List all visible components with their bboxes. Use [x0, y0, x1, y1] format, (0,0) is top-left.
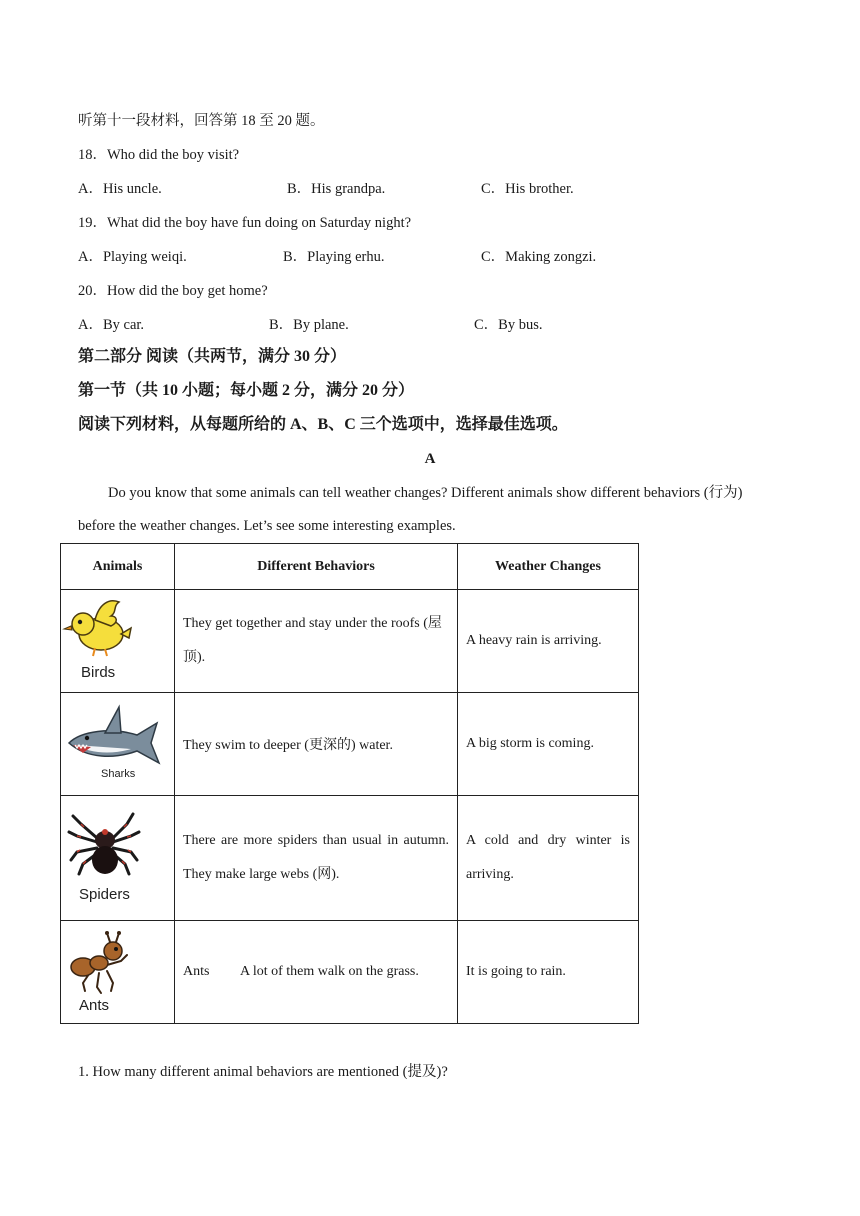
- behavior-cell-spiders: There are more spiders than usual in autumn. They make large webs (网).: [175, 796, 458, 921]
- question-20-option-b: B．By plane.: [269, 317, 349, 333]
- passage-label: A: [424, 451, 436, 467]
- weather-cell-birds: A heavy rain is arriving.: [458, 590, 639, 693]
- weather-cell-ants: It is going to rain.: [458, 921, 639, 1024]
- question-18-option-a: A．His uncle.: [78, 181, 162, 197]
- section-title: 第一节（共 10 小题；每小题 2 分，满分 20 分）: [78, 382, 415, 399]
- header-behaviors: Different Behaviors: [175, 544, 458, 590]
- reading-instruction: 阅读下列材料，从每题所给的 A、B、C 三个选项中，选择最佳选项。: [78, 416, 568, 433]
- question-19-option-b: B．Playing erhu.: [283, 249, 385, 265]
- animal-cell-sharks: [61, 693, 175, 796]
- behavior-prefix-ants: Ants: [183, 964, 210, 979]
- question-18-stem: 18．Who did the boy visit?: [78, 147, 240, 163]
- animal-cell-birds: [61, 590, 175, 693]
- animal-cell-ants: [61, 921, 175, 1024]
- header-animals: Animals: [61, 544, 175, 590]
- weather-cell-sharks: A big storm is coming.: [458, 693, 639, 796]
- animal-weather-table: [60, 543, 639, 1024]
- listening-instruction: 听第十一段材料，回答第 18 至 20 题。: [78, 113, 325, 129]
- table-header-row: [61, 544, 639, 590]
- animal-name-sharks: Sharks: [101, 768, 136, 780]
- animal-name-birds: Birds: [81, 664, 116, 681]
- behavior-cell-sharks: They swim to deeper (更深的) water.: [175, 693, 458, 796]
- passage-intro: Do you know that some animals can tell weather changes? Different animals show different behaviors (行为) before the weather changes. Let’s see some interesting examples.: [78, 485, 743, 534]
- behavior-cell-birds: They get together and stay under the roofs (屋顶).: [175, 590, 458, 693]
- question-18-option-b: B．His grandpa.: [287, 181, 386, 197]
- table-row: [61, 693, 639, 796]
- question-20-stem: 20．How did the boy get home?: [78, 283, 268, 299]
- question-20-option-a: A．By car.: [78, 317, 145, 333]
- part-title: 第二部分 阅读（共两节，满分 30 分）: [78, 348, 347, 365]
- header-weather: Weather Changes: [458, 544, 639, 590]
- ant-icon: [61, 921, 174, 1023]
- table-row: [61, 921, 639, 1024]
- question-19-stem: 19．What did the boy have fun doing on Saturday night?: [78, 215, 412, 231]
- weather-cell-spiders: A cold and dry winter is arriving.: [458, 796, 639, 921]
- question-1-stem: 1. How many different animal behaviors are mentioned (提及)?: [78, 1064, 448, 1080]
- question-18-option-c: C．His brother.: [481, 181, 574, 197]
- question-19-option-a: A．Playing weiqi.: [78, 249, 187, 265]
- bird-icon: [61, 590, 174, 692]
- animal-cell-spiders: [61, 796, 175, 921]
- question-20-option-c: C．By bus.: [474, 317, 543, 333]
- animal-name-spiders: Spiders: [79, 886, 130, 903]
- table-row: [61, 590, 639, 693]
- question-19-option-c: C．Making zongzi.: [481, 249, 597, 265]
- behavior-cell-ants: Ants A lot of them walk on the grass.: [175, 921, 458, 1024]
- animal-name-ants: Ants: [79, 997, 110, 1014]
- table-row: [61, 796, 639, 921]
